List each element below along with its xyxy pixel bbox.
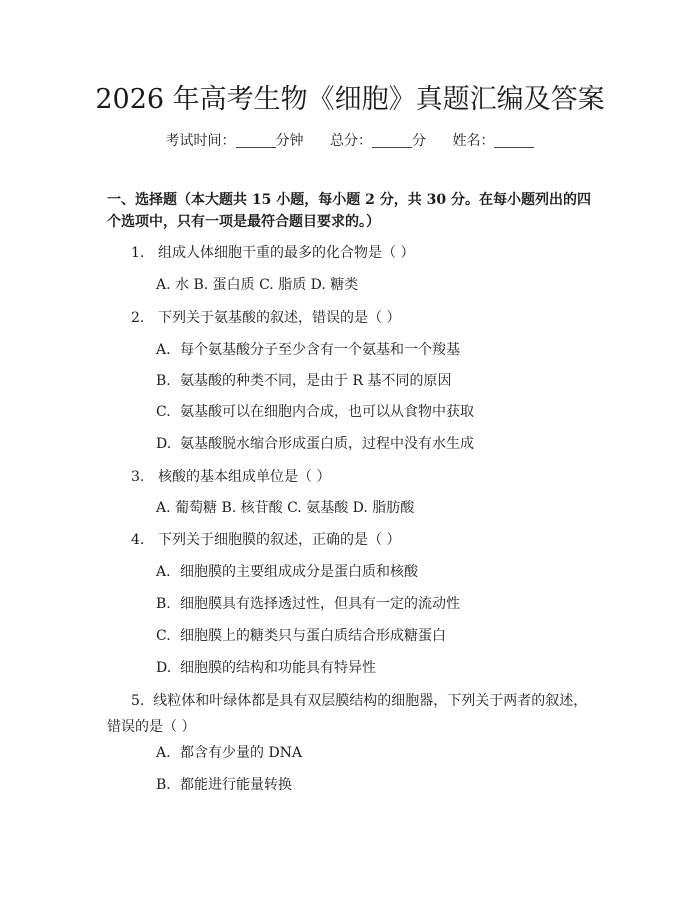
option-b	[156, 371, 451, 391]
option-text: 氨基酸的种类不同，是由于 R 基不同的原因	[180, 373, 452, 389]
option-text: 氨基酸可以在细胞内合成，也可以从食物中获取	[180, 404, 474, 420]
question-number: 4.	[131, 532, 145, 548]
name-field	[452, 133, 534, 149]
page-title: 2026 年高考生物《细胞》真题汇编及答案	[95, 84, 605, 115]
question-1-options: A. 水 B. 蛋白质 C. 脂质 D. 糖类	[156, 277, 359, 293]
question-3-options: A. 葡萄糖 B. 核苷酸 C. 氨基酸 D. 脂肪酸	[156, 500, 415, 516]
question-text: 下列关于氨基酸的叙述，错误的是（ ）	[158, 310, 401, 326]
score-field	[330, 133, 430, 149]
question-text: 线粒体和叶绿体都是具有双层膜结构的细胞器，下列关于两者的叙述，错误的是（ ）	[107, 693, 588, 735]
option-b	[156, 775, 292, 795]
question-1	[131, 243, 414, 263]
question-number: 5.	[131, 693, 145, 709]
option-letter: B.	[156, 373, 171, 389]
time-field	[166, 133, 308, 149]
option-d	[156, 434, 474, 454]
time-label: 考试时间：	[165, 133, 236, 149]
option-letter: D.	[156, 660, 172, 676]
question-4	[131, 530, 400, 550]
option-c	[156, 402, 474, 422]
option-letter: C.	[156, 404, 171, 420]
option-letter: A.	[156, 564, 171, 580]
name-label: 姓名：	[452, 133, 495, 149]
option-text: 细胞膜的结构和功能具有特异性	[180, 660, 376, 676]
option-c	[156, 626, 446, 646]
score-label: 总分：	[330, 133, 372, 149]
question-3	[131, 467, 330, 487]
section-heading: 一、选择题（本大题共 15 小题，每小题 2 分，共 30 分。在每小题列出的四个选项中，只有一项是最符合题目要求的。）	[107, 192, 591, 230]
option-text: 都含有少量的 DNA	[180, 745, 303, 761]
option-text: 都能进行能量转换	[180, 777, 292, 793]
question-text: 组成人体细胞干重的最多的化合物是（ ）	[158, 245, 415, 261]
question-5	[107, 688, 597, 740]
option-letter: A.	[156, 342, 171, 358]
name-blank	[494, 133, 534, 148]
option-d	[156, 658, 376, 678]
option-a	[156, 743, 302, 763]
question-number: 1.	[131, 245, 145, 261]
option-text: 氨基酸脱水缩合形成蛋白质，过程中没有水生成	[180, 436, 474, 452]
option-b	[156, 594, 460, 614]
score-unit: 分	[412, 133, 426, 149]
question-text: 下列关于细胞膜的叙述，正确的是（ ）	[158, 532, 401, 548]
time-unit: 分钟	[275, 133, 304, 149]
option-letter: C.	[156, 628, 171, 644]
question-2	[131, 308, 400, 328]
option-text: 每个氨基酸分子至少含有一个氨基和一个羧基	[180, 342, 460, 358]
exam-info-line	[0, 131, 700, 151]
time-blank	[236, 133, 276, 148]
score-blank	[372, 133, 412, 148]
option-letter: D.	[156, 436, 172, 452]
option-text: 细胞膜的主要组成成分是蛋白质和核酸	[180, 564, 418, 580]
option-text: 细胞膜上的糖类只与蛋白质结合形成糖蛋白	[180, 628, 446, 644]
option-a	[156, 340, 460, 360]
option-letter: B.	[156, 596, 171, 612]
option-letter: B.	[156, 777, 171, 793]
question-number: 2.	[131, 310, 145, 326]
option-letter: A.	[156, 745, 171, 761]
option-a	[156, 562, 418, 582]
option-text: 细胞膜具有选择透过性，但具有一定的流动性	[180, 596, 460, 612]
question-number: 3.	[131, 469, 145, 485]
question-text: 核酸的基本组成单位是（ ）	[158, 469, 331, 485]
